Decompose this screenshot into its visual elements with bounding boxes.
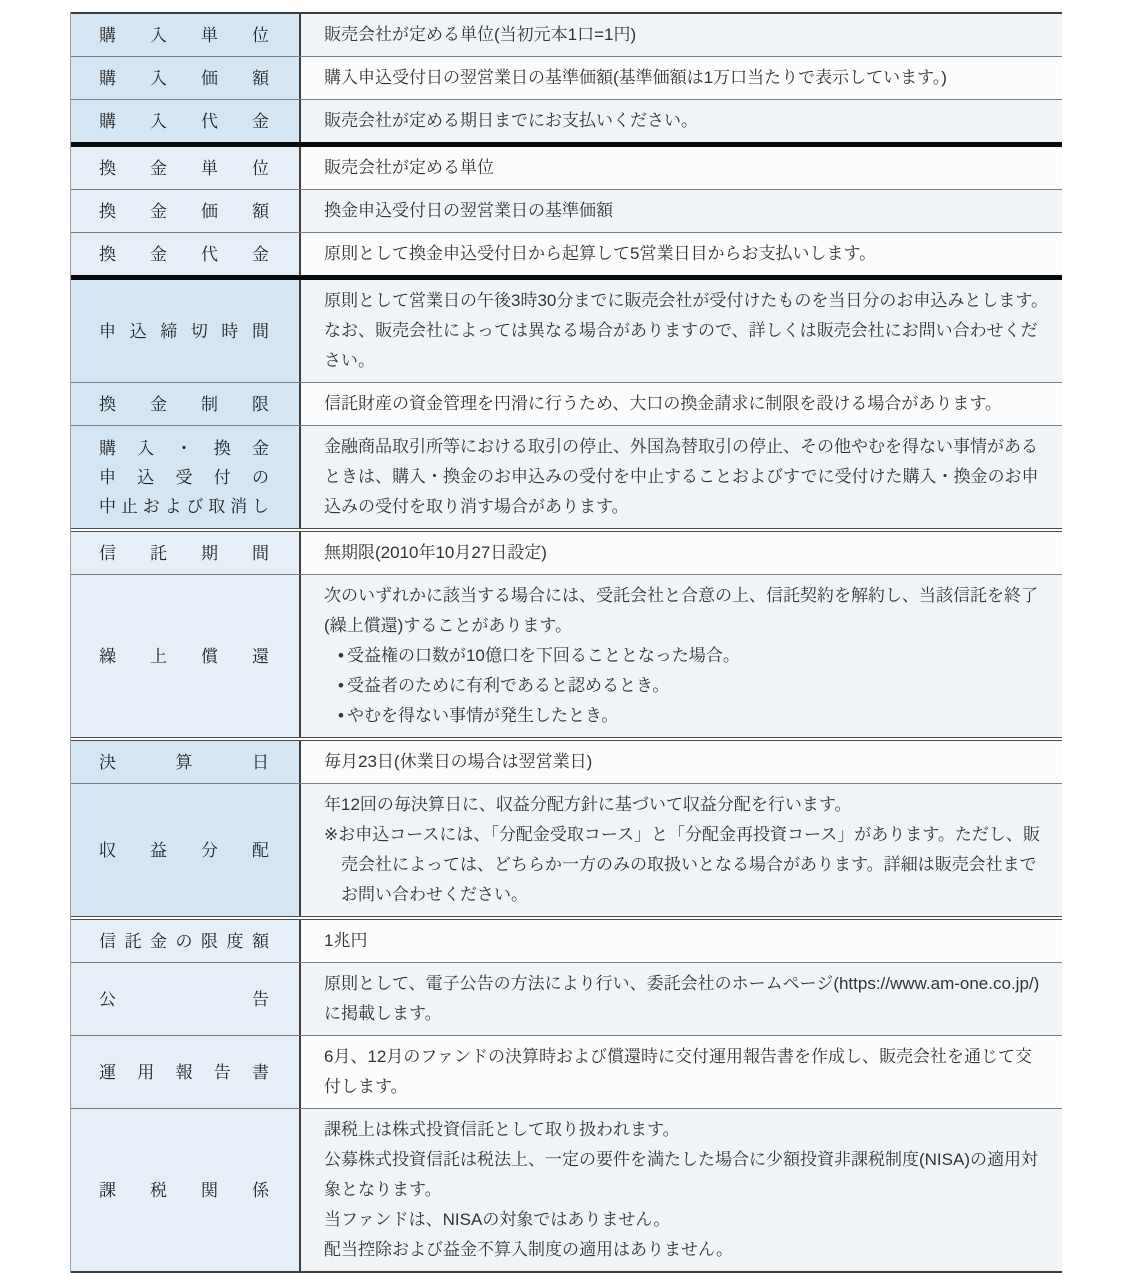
content-trust-money-limit: [301, 920, 1062, 962]
row-content-text: 金融商品取引所等における取引の停止、外国為替取引の停止、その他やむを得ない事情があるときは、購入・換金のお申込みの受付を中止することおよびすでに受付けた購入・換金のお申込みの受付を取り消す場合があります。: [324, 437, 1039, 516]
table-row-suspension-cancellation: [71, 426, 1062, 528]
row-label: 換金単位: [99, 158, 269, 178]
row-content-text: 無期限(2010年10月27日設定): [324, 543, 547, 562]
row-content-text: 1兆円: [324, 931, 368, 950]
row-content-text: 原則として、電子公告の方法により行い、委託会社のホームページ(https://www.am-one.co.jp/)に掲載します。: [324, 974, 1040, 1023]
table-row-trust-period: [71, 532, 1062, 574]
label-trust-period: [71, 532, 301, 574]
content-redemption-limit: [301, 383, 1062, 425]
row-label: 換金制限: [99, 394, 269, 414]
table-row-redemption-limit: [71, 383, 1062, 425]
row-label: 信託金の限度額: [99, 931, 269, 951]
row-content-text: 販売会社が定める単位(当初元本1口=1円): [324, 25, 637, 44]
fund-terms-table: [70, 12, 1062, 1273]
label-suspension-cancellation: [71, 426, 301, 528]
row-label: 換金代金: [99, 244, 269, 264]
bullet-item: • 受益権の口数が10億口を下回ることとなった場合。: [324, 641, 1048, 671]
table-row-settlement-date: [71, 741, 1062, 783]
row-content-text: 原則として換金申込受付日から起算して5営業日目からお支払いします。: [324, 244, 877, 263]
row-content-text: 毎月23日(休業日の場合は翌営業日): [324, 752, 593, 771]
table-row-income-distribution: [71, 784, 1062, 916]
row-content-text: 信託財産の資金管理を円滑に行うため、大口の換金請求に制限を設ける場合があります。: [324, 394, 1002, 413]
label-redemption-unit: [71, 147, 301, 189]
row-content-text: 販売会社が定める期日までにお支払いください。: [324, 111, 698, 130]
row-label: 信託期間: [99, 543, 269, 563]
content-purchase-unit: [301, 14, 1062, 56]
content-purchase-payment: [301, 100, 1062, 142]
content-application-deadline: [301, 280, 1062, 382]
label-income-distribution: [71, 784, 301, 916]
bullet-item: • 受益者のために有利であると認めるとき。: [324, 671, 1048, 701]
row-label: 購入代金: [99, 111, 269, 131]
row-label: 運用報告書: [99, 1062, 269, 1082]
label-redemption-price: [71, 190, 301, 232]
label-public-notice: [71, 963, 301, 1035]
row-label: 購入価額: [99, 68, 269, 88]
table-row-purchase-price: [71, 57, 1062, 99]
row-label: 繰上償還: [99, 646, 269, 666]
table-row-early-redemption: [71, 575, 1062, 737]
bullet-item: • やむを得ない事情が発生したとき。: [324, 701, 1048, 731]
table-row-redemption-unit: [71, 147, 1062, 189]
row-content-text: 原則として営業日の午後3時30分までに販売会社が受付けたものを当日分のお申込みとします。なお、販売会社によっては異なる場合がありますので、詳しくは販売会社にお問い合わせください。: [324, 291, 1049, 370]
content-redemption-payment: [301, 233, 1062, 275]
table-row-taxation: [71, 1109, 1062, 1271]
label-early-redemption: [71, 575, 301, 737]
content-taxation: [301, 1109, 1062, 1271]
label-management-report: [71, 1036, 301, 1108]
content-suspension-cancellation: [301, 426, 1062, 528]
content-redemption-price: [301, 190, 1062, 232]
content-trust-period: [301, 532, 1062, 574]
label-redemption-payment: [71, 233, 301, 275]
table-row-trust-money-limit: [71, 920, 1062, 962]
label-application-deadline: [71, 280, 301, 382]
row-content-text: 販売会社が定める単位: [324, 158, 494, 177]
row-label-line: 申込受付の: [99, 467, 269, 487]
row-label: 購入単位: [99, 25, 269, 45]
row-content-text: 購入申込受付日の翌営業日の基準価額(基準価額は1万口当たりで表示しています。): [324, 68, 947, 87]
label-taxation: [71, 1109, 301, 1271]
row-content-note: ※お申込コースには、「分配金受取コース」と「分配金再投資コース」があります。ただし、販売会社によっては、どちらか一方のみの取扱いとなる場合があります。詳細は販売会社までお問い合わせください。: [324, 825, 1040, 904]
table-row-public-notice: [71, 963, 1062, 1035]
label-trust-money-limit: [71, 920, 301, 962]
table-row-management-report: [71, 1036, 1062, 1108]
label-purchase-payment: [71, 100, 301, 142]
content-management-report: [301, 1036, 1062, 1108]
label-purchase-unit: [71, 14, 301, 56]
content-settlement-date: [301, 741, 1062, 783]
table-row-purchase-payment: [71, 100, 1062, 142]
row-content-text: 次のいずれかに該当する場合には、受託会社と合意の上、信託契約を解約し、当該信託を終了(繰上償還)することがあります。: [324, 586, 1038, 635]
content-public-notice: [301, 963, 1062, 1035]
row-label: 収益分配: [99, 840, 269, 860]
row-content-text: 換金申込受付日の翌営業日の基準価額: [324, 201, 613, 220]
row-content-text: 配当控除および益金不算入制度の適用はありません。: [324, 1240, 734, 1259]
label-redemption-limit: [71, 383, 301, 425]
row-content-text: 課税上は株式投資信託として取り扱われます。: [324, 1120, 680, 1139]
row-label: 公告: [99, 989, 269, 1009]
label-settlement-date: [71, 741, 301, 783]
table-row-application-deadline: [71, 280, 1062, 382]
row-label-line: 購入・換金: [99, 438, 269, 458]
row-label: 換金価額: [99, 201, 269, 221]
row-content-text: 公募株式投資信託は税法上、一定の要件を満たした場合に少額投資非課税制度(NISA)の適用対象となります。: [324, 1150, 1038, 1199]
table-row-redemption-price: [71, 190, 1062, 232]
row-label: 決算日: [99, 752, 269, 772]
table-row-redemption-payment: [71, 233, 1062, 275]
row-label: 申込締切時間: [99, 321, 269, 341]
label-purchase-price: [71, 57, 301, 99]
row-label: 課税関係: [99, 1180, 269, 1200]
content-early-redemption: [301, 575, 1062, 737]
content-purchase-price: [301, 57, 1062, 99]
row-content-text: 6月、12月のファンドの決算時および償還時に交付運用報告書を作成し、販売会社を通じて交付します。: [324, 1047, 1033, 1096]
row-label-line: 中止および取消し: [99, 496, 269, 516]
table-row-purchase-unit: [71, 14, 1062, 56]
content-income-distribution: [301, 784, 1062, 916]
row-content-text: 年12回の毎決算日に、収益分配方針に基づいて収益分配を行います。: [324, 795, 852, 814]
row-content-text: 当ファンドは、NISAの対象ではありません。: [324, 1210, 671, 1229]
content-redemption-unit: [301, 147, 1062, 189]
